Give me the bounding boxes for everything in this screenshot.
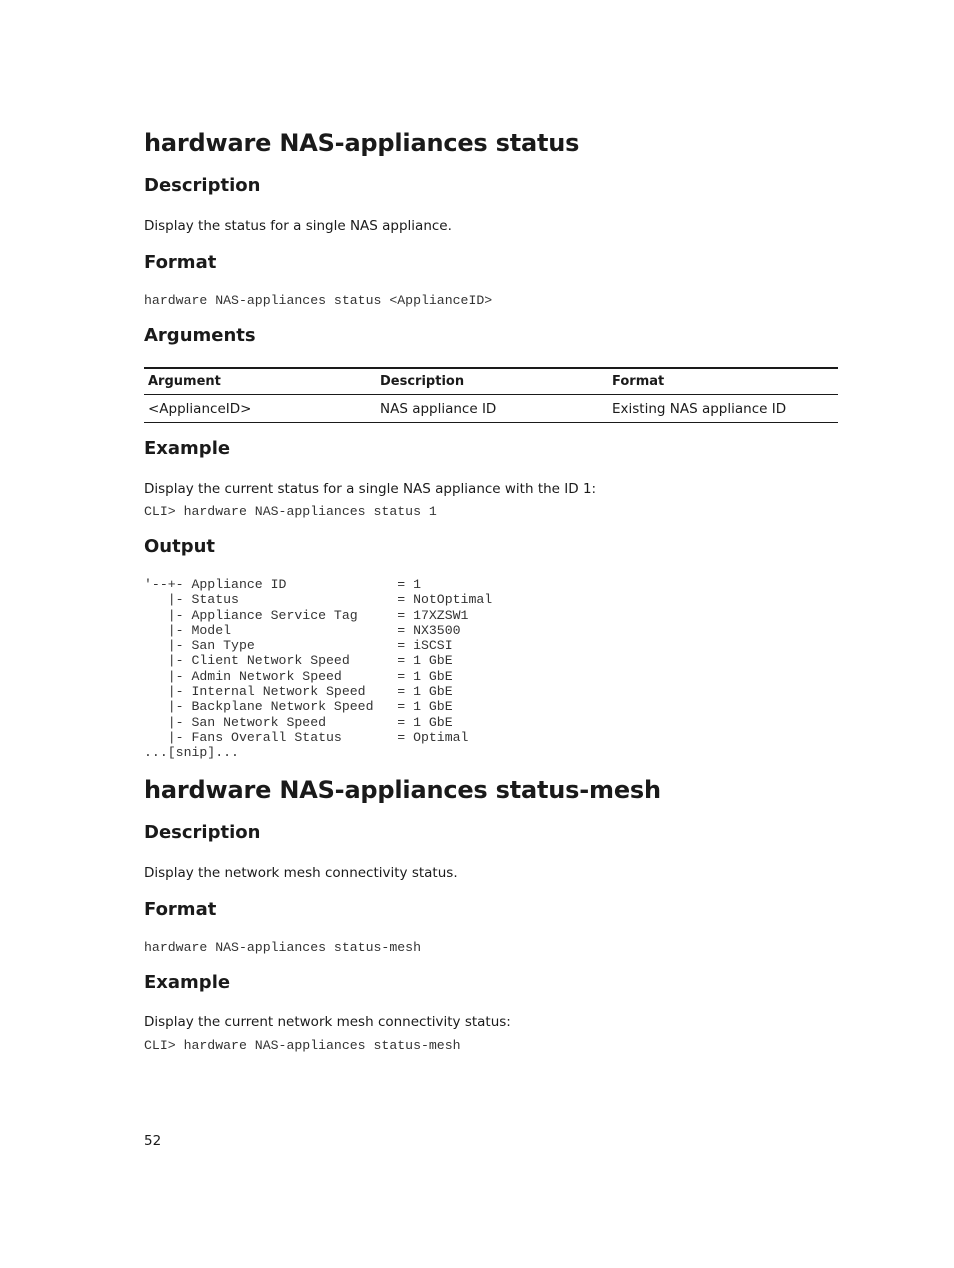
description-heading: Description [144, 822, 261, 843]
output-code: '--+- Appliance ID = 1 |- Status = NotOptimal |- Appliance Service Tag = 17XZSW1 |- Model = NX3500 |- San Type = iSCSI |- Client Network Speed = 1 GbE |- Admin Network Speed = 1 GbE |- Internal Network Speed = 1 GbE |- Backplane Network Speed = 1 GbE |- San Network Speed = 1 GbE |- Fans Overall Status = Optimal ...[snip]... [144, 577, 493, 761]
arguments-table [144, 367, 838, 423]
column-header-description: Description [376, 368, 608, 395]
page-number: 52 [144, 1133, 162, 1149]
example-heading: Example [144, 972, 231, 993]
table-header-row [144, 368, 838, 395]
example-code: CLI> hardware NAS-appliances status 1 [144, 504, 437, 519]
column-header-argument: Argument [144, 368, 376, 395]
table-cell-description: NAS appliance ID [376, 395, 608, 423]
format-heading: Format [144, 899, 217, 920]
description-text: Display the network mesh connectivity status. [144, 865, 458, 881]
output-heading: Output [144, 536, 216, 557]
description-heading: Description [144, 175, 261, 196]
description-text: Display the status for a single NAS appliance. [144, 218, 452, 234]
section-title-status-mesh: hardware NAS-appliances status-mesh [144, 776, 661, 804]
example-text: Display the current network mesh connectivity status: [144, 1014, 511, 1030]
example-text: Display the current status for a single NAS appliance with the ID 1: [144, 481, 597, 497]
table-cell-format: Existing NAS appliance ID [608, 395, 838, 423]
section-title-status: hardware NAS-appliances status [144, 129, 580, 157]
format-code: hardware NAS-appliances status-mesh [144, 940, 421, 955]
example-code: CLI> hardware NAS-appliances status-mesh [144, 1038, 461, 1053]
table-row [144, 395, 838, 423]
format-heading: Format [144, 252, 217, 273]
table-cell-argument: <ApplianceID> [144, 395, 376, 423]
format-code: hardware NAS-appliances status <ApplianceID> [144, 293, 493, 308]
arguments-heading: Arguments [144, 325, 256, 346]
column-header-format: Format [608, 368, 838, 395]
example-heading: Example [144, 438, 231, 459]
